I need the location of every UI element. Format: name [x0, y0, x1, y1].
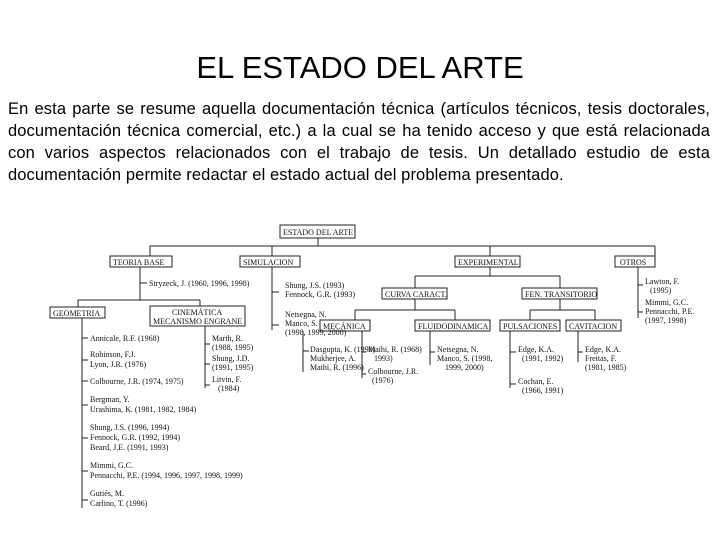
- ref-mec-1: Dasgupta, K. (1990): [310, 345, 376, 354]
- sub-pulsaciones: PULSACIONES: [503, 322, 558, 331]
- ref-geo-13: Carlino, T. (1996): [90, 499, 148, 508]
- ref-mec-2: Mukherjee, A.: [310, 354, 356, 363]
- ref-geo-8: Fennock, G.R. (1992, 1994): [90, 433, 180, 442]
- ref-flu-5: 1999, 2000): [445, 363, 484, 372]
- sub-fen-transitorio: FEN. TRANSITORIO: [525, 290, 598, 299]
- ref-flu-6: Colbourne, J.R.: [368, 367, 419, 376]
- ref-sim-5: (1998, 1999, 2000): [285, 328, 347, 337]
- ref-geo-1: Annicale, R.F. (1968): [90, 334, 160, 343]
- intro-paragraph: En esta parte se resume aquella documentación técnica (artículos técnicos, tesis doctorales, documentación técnica comercial, etc.) a la cual se ha tenido acceso y que está relacionada con varios aspectos relacionados con el trabajo de tesis. Un detallado estudio de esta documentación permite redactar el estado actual del problema presentado.: [8, 100, 710, 184]
- ref-geo-5: Bergman, Y.: [90, 395, 130, 404]
- ref-flu-4: Manco, S. (1998,: [437, 354, 493, 363]
- ref-geo-6: Urashima, K. (1981, 1982, 1984): [90, 405, 197, 414]
- ref-otros-4: Pennacchi, P.E.: [645, 307, 695, 316]
- ref-cin-4: (1991, 1995): [212, 363, 254, 372]
- ref-otros-3: Mimmi, G.C.: [645, 298, 689, 307]
- root-label: ESTADO DEL ARTE: [283, 228, 354, 237]
- sub-cinematica-line2: MECANISMO ENGRANE: [153, 317, 243, 326]
- branch-otros: OTROS: [620, 258, 647, 267]
- ref-geo-9: Beard, J.E. (1991, 1993): [90, 443, 169, 452]
- ref-sim-4: Manco, S.: [285, 319, 318, 328]
- ref-geo-2: Robinson, F.J.: [90, 350, 136, 359]
- ref-cin-6: (1984): [218, 384, 240, 393]
- sub-curva-caract: CURVA CARACT.: [385, 290, 447, 299]
- ref-stryzeck: Stryzeck, J. (1960, 1996, 1998): [149, 279, 250, 288]
- ref-flu-1: Maihi, R. (1968): [368, 345, 422, 354]
- ref-cin-2: (1988, 1995): [212, 343, 254, 352]
- ref-pul-4: (1966, 1991): [522, 386, 564, 395]
- branch-teoria-base: TEORIA BASE: [113, 258, 165, 267]
- ref-geo-12: Gutiés, M.: [90, 489, 124, 498]
- ref-geo-7: Shung, J.S. (1996, 1994): [90, 423, 170, 432]
- ref-geo-11: Pennacchi, P.E. (1994, 1996, 1997, 1998, 1999): [90, 471, 243, 480]
- sub-cavitacion: CAVITACION: [569, 322, 618, 331]
- ref-pul-1: Edge, K.A.: [518, 345, 554, 354]
- ref-flu-2: 1993): [374, 354, 393, 363]
- branch-simulacion: SIMULACION: [243, 258, 294, 267]
- ref-geo-3: Lyon, J.R. (1976): [90, 360, 147, 369]
- ref-otros-5: (1997, 1998): [645, 316, 687, 325]
- sub-mecanica: MECÁNICA: [323, 322, 366, 331]
- ref-cav-3: (1981, 1985): [585, 363, 627, 372]
- sub-cinematica-line1: CINEMÁTICA: [172, 308, 223, 317]
- ref-cav-2: Freitas, F.: [585, 354, 617, 363]
- ref-mec-3: Mathi, R. (1996): [310, 363, 364, 372]
- ref-otros-1: Lawton, F.: [645, 277, 680, 286]
- sub-fluidodinamica: FLUIDODINAMICA: [418, 322, 489, 331]
- branch-experimental: EXPERIMENTAL: [458, 258, 519, 267]
- ref-otros-2: (1995): [650, 286, 672, 295]
- ref-cav-1: Edge, K.A.: [585, 345, 621, 354]
- ref-sim-1: Shung, J.S. (1993): [285, 281, 345, 290]
- ref-pul-2: (1991, 1992): [522, 354, 564, 363]
- ref-geo-4: Colbourne, J.R. (1974, 1975): [90, 377, 184, 386]
- ref-cin-1: Marth, R.: [212, 334, 243, 343]
- ref-sim-2: Fennock, G.R. (1993): [285, 290, 355, 299]
- slide-title: EL ESTADO DEL ARTE: [196, 50, 524, 85]
- ref-pul-3: Cochan, E.: [518, 377, 554, 386]
- sub-geometria: GEOMETRIA: [53, 309, 101, 318]
- ref-geo-10: Mimmi, G.C.: [90, 461, 134, 470]
- ref-cin-5: Litvin, F.: [212, 375, 242, 384]
- ref-flu-3: Netsegna, N.: [437, 345, 479, 354]
- ref-sim-3: Netsegna, N.: [285, 310, 327, 319]
- ref-cin-3: Shung, J.D.: [212, 354, 250, 363]
- ref-flu-7: (1976): [372, 376, 394, 385]
